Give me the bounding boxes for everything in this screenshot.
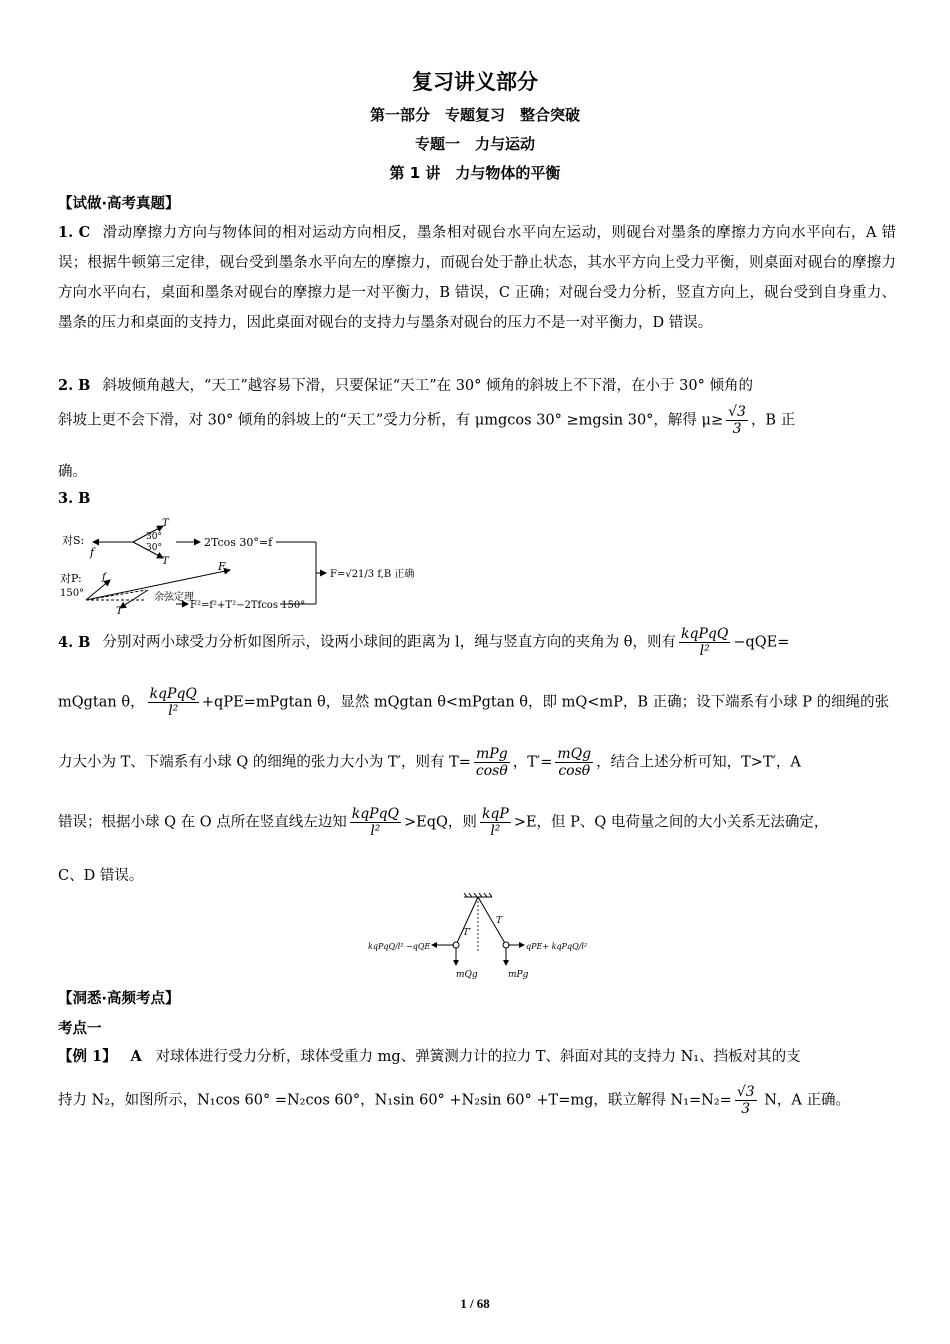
example-1-text-2b: N，A 正确。 <box>759 1092 851 1109</box>
answer-4-line-1 <box>58 626 898 659</box>
fraction-numerator: √3 <box>728 404 746 420</box>
fraction-numerator: kqPqQ <box>681 626 729 642</box>
diagram-t-upper: T <box>162 518 169 529</box>
answer-4-text-2b: +qPE=mPgtan θ，显然 mQgtan θ<mPgtan θ，即 mQ<mP，B 正确；设下端系有小球 P 的细绳的张 <box>201 694 890 711</box>
answer-4-number: 4. B <box>58 633 91 651</box>
answer-4-line-2 <box>58 686 898 719</box>
fraction-numerator: mQg <box>557 746 592 762</box>
topic-title: 专题一 力与运动 <box>414 135 535 153</box>
force-analysis-diagram-3 <box>58 512 418 617</box>
part-title: 第一部分 专题复习 整合突破 <box>369 106 580 124</box>
answer-2-line-2 <box>58 404 898 437</box>
fraction-denominator: cosθ <box>475 763 508 779</box>
answer-4-text-4a: 错误；根据小球 Q 在 O 点所在竖直线左边知 <box>58 814 347 831</box>
example-1-answer: A <box>130 1048 142 1065</box>
fraction-coulomb-4 <box>480 806 511 839</box>
answer-4-text-4b: >EqQ，则 <box>404 814 477 831</box>
answer-1-text: 滑动摩擦力方向与物体间的相对运动方向相反，墨条相对砚台水平向左运动，则砚台对墨条的摩擦力方向水平向右，A 错误；根据牛顿第三定律，砚台受到墨条水平向左的摩擦力，而砚台处于静止状态，其水平方向上受力平衡，则桌面对砚台的摩擦力方向水平向右，桌面和墨条对砚台的摩擦力是一对平衡力，B 错误，C 正确；对砚台受力分析，竖直方向上，砚台受到自身重力、墨条的压力和桌面的支持力，因此桌面对砚台的支持力与墨条对砚台的压力不是一对平衡力，D 错误。 <box>58 225 896 331</box>
pendulum-t: T <box>496 916 503 926</box>
fraction-numerator: mPg <box>474 746 510 763</box>
answer-4-text-3c: ，结合上述分析可知，T>T′，A <box>596 754 801 771</box>
answer-2-line-1 <box>58 374 898 395</box>
page-number: 1 / 68 <box>460 1296 490 1311</box>
diagram-eq-1: 2Tcos 30°=f <box>204 536 273 549</box>
diagram-cos-law: 余弦定理 <box>154 592 194 603</box>
answer-4-text-1: 分别对两小球受力分析如图所示，设两小球间的距离为 l，绳与竖直方向的夹角为 θ，则有 <box>102 634 677 651</box>
pendulum-mq: mQg <box>456 970 478 980</box>
fraction-sqrt3-over-3 <box>726 404 748 437</box>
answer-4-text-2a: mQgtan θ， <box>58 694 145 711</box>
answer-4-line-3 <box>58 746 898 779</box>
knowledge-point-1: 考点一 <box>58 1021 102 1037</box>
answer-2-text-2: 斜坡上更不会下滑，对 30° 倾角的斜坡上的“天工”受力分析，有 μmgcos 30° ≥mgsin 30°，解得 μ≥ <box>58 412 724 429</box>
answer-3-number: 3. B <box>58 490 91 507</box>
diagram-s-label: 对S: <box>62 534 85 547</box>
main-title: 复习讲义部分 <box>412 70 538 94</box>
answer-2-line-3: 确。 <box>58 464 87 480</box>
answer-1 <box>58 218 896 338</box>
pendulum-mp: mPg <box>508 970 529 980</box>
diagram-t-label-3: T <box>116 606 123 617</box>
diagram-result: F=√21/3 f,B 正确 <box>330 569 415 580</box>
answer-4-text-1b: −qQE= <box>733 634 790 651</box>
answer-4-line-5: C、D 错误。 <box>58 868 144 884</box>
fraction-numerator: kqPqQ <box>351 806 400 822</box>
section-heading-exam: 【试做·高考真题】 <box>58 196 180 212</box>
diagram-angle-150: 150° <box>60 588 85 599</box>
example-1-label: 【例 1】 <box>58 1048 117 1065</box>
fraction-denominator: l² <box>370 823 381 839</box>
fraction-sqrt3-over-3-ex <box>735 1084 757 1117</box>
pendulum-left-force: kqPqQ/l² −qQE <box>368 942 431 951</box>
fraction-denominator: l² <box>699 643 710 659</box>
answer-4-line-4 <box>58 806 898 839</box>
answer-1-number: 1. C <box>58 224 91 241</box>
answer-4-text-3b: ，T′= <box>512 754 553 771</box>
fraction-coulomb-2 <box>148 686 199 719</box>
answer-4-text-4c: >E，但 P、Q 电荷量之间的大小关系无法确定， <box>513 814 829 831</box>
fraction-numerator: √3 <box>736 1084 755 1100</box>
fraction-denominator: 3 <box>732 421 742 437</box>
fraction-tension-p <box>474 746 510 779</box>
diagram-angle-30-lower: 30° <box>146 543 162 553</box>
answer-4-text-3a: 力大小为 T、下端系有小球 Q 的细绳的张力大小为 T′，则有 T= <box>58 754 471 771</box>
pendulum-force-diagram <box>368 893 590 985</box>
fraction-numerator: kqP <box>481 806 509 822</box>
answer-3-line <box>58 490 898 507</box>
example-1-text-1: 对球体进行受力分析，球体受重力 mg、弹簧测力计的拉力 T、斜面对其的支持力 N₁、挡板对其的支 <box>155 1049 801 1065</box>
fraction-tension-q <box>555 746 593 779</box>
answer-2-number: 2. B <box>58 377 91 394</box>
lecture-title: 第 1 讲 力与物体的平衡 <box>389 164 561 182</box>
diagram-p-label: 对P: <box>60 572 82 585</box>
diagram-eq-2: F²=f²+T²−2Tfcos 150° <box>190 600 306 611</box>
fraction-denominator: l² <box>168 703 179 719</box>
fraction-numerator: kqPqQ <box>149 686 197 702</box>
pendulum-t-prime: T′ <box>463 928 472 938</box>
example-1-line-1 <box>58 1045 898 1066</box>
example-1-line-2 <box>58 1084 898 1117</box>
diagram-t-lower: T <box>162 556 169 567</box>
answer-2-text-3: ，B 正 <box>750 412 796 429</box>
fraction-coulomb <box>679 626 730 659</box>
diagram-f-label-2: f <box>102 572 106 583</box>
answer-2-text-1: 斜坡倾角越大，“天工”越容易下滑，只要保证“天工”在 30° 倾角的斜坡上不下滑，在小于 30° 倾角的 <box>102 378 753 394</box>
fraction-coulomb-3 <box>350 806 401 839</box>
section-heading-freq: 【洞悉·高频考点】 <box>58 991 180 1007</box>
pendulum-right-force: qPE+ kqPqQ/l² <box>526 942 588 951</box>
example-1-text-2a: 持力 N₂，如图所示，N₁cos 60° =N₂cos 60°，N₁sin 60° +N₂sin 60° +T=mg，联立解得 N₁=N₂= <box>58 1092 732 1109</box>
diagram-big-f-label: F <box>218 560 226 573</box>
fraction-denominator: 3 <box>741 1101 751 1117</box>
diagram-angle-30-upper: 30° <box>146 532 162 542</box>
diagram-f-label: f <box>90 546 95 559</box>
fraction-denominator: cosθ <box>558 763 591 779</box>
fraction-denominator: l² <box>490 823 501 839</box>
